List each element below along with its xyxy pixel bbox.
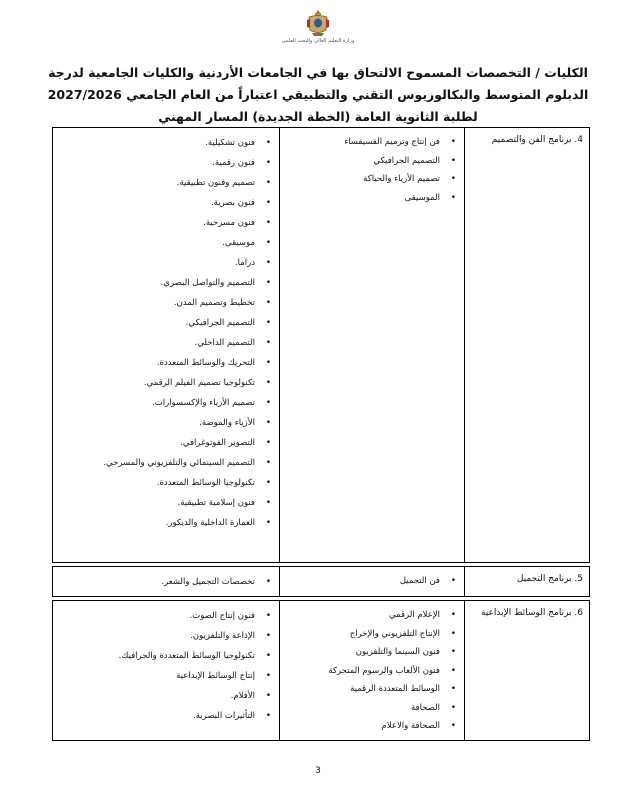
list-item: [59, 433, 273, 453]
bullet-icon: •: [265, 338, 271, 348]
program-name-cell: 6. برنامج الوسائط الإبداعية: [465, 601, 590, 741]
list-item: [286, 133, 458, 152]
bullet-icon: •: [265, 238, 271, 248]
list-item-text: تكنولوجيا الوسائط المتعددة والجرافيك.: [118, 651, 255, 661]
list-item-text: الصحافة: [410, 702, 440, 713]
list-item: [59, 153, 273, 173]
university-colleges-cell: [280, 567, 465, 597]
list-item-text: التصميم الداخلي.: [194, 338, 255, 348]
list-item: [59, 706, 273, 726]
list-item-text: الصحافة والاعلام: [381, 721, 440, 731]
bullet-icon: •: [265, 398, 271, 408]
page-title: [40, 62, 596, 128]
list-item: [59, 393, 273, 413]
bullet-icon: •: [265, 178, 271, 188]
list-item: [286, 606, 458, 625]
bullet-icon: •: [265, 438, 271, 448]
bullet-icon: •: [450, 155, 456, 166]
list-item: [59, 213, 273, 233]
bullet-icon: •: [450, 665, 456, 676]
table-row: [53, 601, 590, 741]
bullet-icon: •: [265, 198, 271, 208]
bullet-icon: •: [265, 478, 271, 488]
bullet-icon: •: [265, 358, 271, 368]
list-item: [59, 513, 273, 533]
bullet-icon: •: [265, 691, 271, 701]
list-item: [286, 699, 458, 718]
list-item: [286, 662, 458, 681]
list-item-text: الأزياء والموضة.: [199, 418, 255, 428]
list-item-text: إنتاج الوسائط الإبداعية: [176, 671, 255, 681]
list-item: [286, 189, 458, 208]
bullet-icon: •: [450, 174, 456, 184]
list-item: [59, 333, 273, 353]
list-item-text: فنون تشكيلية.: [205, 138, 255, 148]
program-name-cell: 4. برنامج الفن والتصميم: [465, 128, 590, 563]
bullet-icon: •: [265, 458, 271, 468]
list-item: [59, 253, 273, 273]
list-item-text: تخطيط وتصميم المدن.: [173, 298, 255, 308]
list-item-text: تصميم الأزياء والإكسسوارات.: [152, 398, 255, 408]
list-item-text: فنون إنتاج الصوت.: [189, 611, 255, 621]
list-item: [59, 133, 273, 153]
bullet-icon: •: [265, 318, 271, 328]
bullet-icon: •: [265, 671, 271, 681]
list-item-text: فنون الألعاب والرسوم المتحركة: [328, 665, 440, 676]
list-item: [286, 643, 458, 662]
list-item-text: الأفلام.: [230, 691, 255, 701]
header-emblem: [272, 8, 364, 54]
bullet-icon: •: [265, 611, 271, 621]
table-row: [53, 567, 590, 597]
list-item: [59, 606, 273, 626]
list-item-text: دراما.: [234, 258, 255, 268]
list-item: [59, 373, 273, 393]
list-item-text: تكنولوجيا الوسائط المتعددة.: [156, 478, 255, 488]
bullet-icon: •: [265, 278, 271, 288]
list-item: [59, 646, 273, 666]
bullet-icon: •: [450, 684, 456, 694]
university-colleges-cell: [280, 128, 465, 563]
list-item: [59, 273, 273, 293]
bullet-icon: •: [265, 498, 271, 508]
title-line-3: لطلبة الثانوية العامة (الخطة الجديدة) المسار المهني: [158, 109, 478, 124]
list-item-text: التصميم السينمائي والتلفزيوني والمسرحي.: [103, 458, 255, 468]
bullet-icon: •: [450, 702, 456, 713]
bullet-icon: •: [450, 192, 456, 203]
list-item: [59, 572, 273, 592]
bullet-icon: •: [265, 518, 271, 528]
title-line-2: الدبلوم المتوسط والبكالوريوس التقني والتطبيقي اعتباراً من العام الجامعي 2027/2026: [47, 87, 589, 102]
list-item: [286, 170, 458, 189]
bullet-icon: •: [450, 647, 456, 657]
list-item-text: فنون إسلامية تطبيقية.: [177, 498, 255, 508]
list-item-text: فن إنتاج وترميم الفسيفساء: [344, 137, 440, 147]
list-item: [59, 313, 273, 333]
list-item: [59, 473, 273, 493]
bullet-icon: •: [265, 418, 271, 428]
list-item-text: العمارة الداخلية والديكور.: [165, 518, 255, 528]
list-item-text: التحريك والوسائط المتعددة.: [156, 358, 255, 368]
list-item-text: التصميم الجرافيكي.: [185, 318, 255, 328]
jordanian-universities-cell: [53, 567, 280, 597]
list-item-text: الإنتاج التلفزيوني والإخراج: [349, 628, 440, 639]
list-item: [286, 625, 458, 644]
bullet-icon: •: [265, 711, 271, 721]
list-item: [286, 680, 458, 699]
list-item: [286, 572, 458, 591]
list-item-text: الإعلام الرقمي: [388, 610, 440, 620]
jordan-coat-of-arms-icon: [305, 8, 331, 38]
list-item: [59, 493, 273, 513]
programs-table: [52, 127, 590, 741]
list-item-text: التصوير الفوتوغرافي.: [180, 438, 255, 448]
list-item-text: تصميم وفنون تطبيقية.: [176, 178, 255, 188]
list-item: [286, 152, 458, 171]
list-item-text: فن التجميل: [399, 576, 440, 586]
list-item: [59, 686, 273, 706]
list-item: [59, 626, 273, 646]
bullet-icon: •: [265, 158, 271, 168]
list-item-text: تكنولوجيا تصميم الفيلم الرقمي.: [143, 378, 255, 388]
list-item-text: تخصصات التجميل والشعر.: [161, 577, 255, 587]
list-item: [59, 353, 273, 373]
list-item-text: موسيقى.: [222, 238, 255, 248]
bullet-icon: •: [265, 378, 271, 388]
bullet-icon: •: [450, 721, 456, 731]
bullet-icon: •: [450, 137, 456, 147]
list-item: [59, 666, 273, 686]
bullet-icon: •: [265, 577, 271, 587]
jordanian-universities-cell: [53, 601, 280, 741]
bullet-icon: •: [450, 576, 456, 586]
list-item-text: تصميم الأزياء والحياكة: [363, 174, 440, 184]
bullet-icon: •: [265, 631, 271, 641]
page-number: 3: [315, 766, 321, 776]
bullet-icon: •: [265, 258, 271, 268]
table-row: [53, 128, 590, 563]
bullet-icon: •: [450, 628, 456, 639]
list-item: [59, 173, 273, 193]
list-item: [59, 233, 273, 253]
program-name-cell: 5. برنامج التجميل: [465, 567, 590, 597]
jordanian-universities-cell: [53, 128, 280, 563]
list-item: [59, 413, 273, 433]
university-colleges-cell: [280, 601, 465, 741]
list-item-text: التصميم الجرافيكي: [373, 155, 440, 166]
list-item-text: فنون رقمية.: [212, 158, 255, 168]
title-line-1: الكليات / التخصصات المسموح الالتحاق بها في الجامعات الأردنية والكليات الجامعية لدرجة: [48, 65, 588, 80]
bullet-icon: •: [265, 298, 271, 308]
bullet-icon: •: [265, 138, 271, 148]
list-item-text: الإذاعة والتلفزيون.: [190, 631, 255, 641]
list-item-text: فنون بصرية.: [210, 198, 255, 208]
list-item: [286, 717, 458, 736]
list-item-text: التأثيرات البصرية.: [193, 711, 255, 721]
list-item-text: الموسيقى: [404, 192, 440, 203]
list-item-text: التصميم والتواصل البصري.: [160, 278, 255, 288]
list-item-text: فنون السينما والتلفزيون: [355, 647, 440, 657]
bullet-icon: •: [265, 651, 271, 661]
list-item: [59, 193, 273, 213]
list-item-text: فنون مسرحية.: [203, 218, 255, 228]
ministry-name: وزارة التعليم العالي والبحث العلمي: [281, 38, 355, 44]
list-item: [59, 453, 273, 473]
bullet-icon: •: [450, 610, 456, 620]
list-item-text: الوسائط المتعددة الرقمية: [350, 684, 440, 694]
list-item: [59, 293, 273, 313]
bullet-icon: •: [265, 218, 271, 228]
